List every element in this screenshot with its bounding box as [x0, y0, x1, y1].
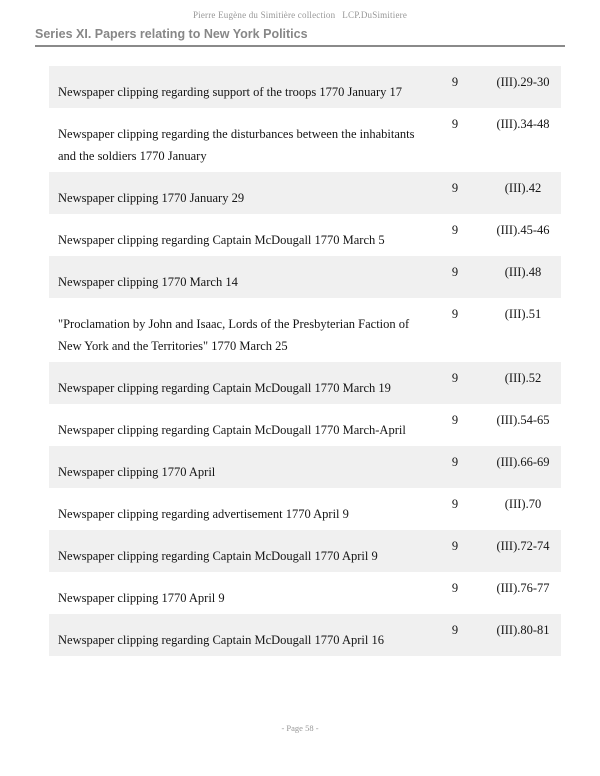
table-row [49, 446, 561, 488]
item-box-number: 9 [451, 75, 459, 89]
item-box-number: 9 [451, 455, 459, 469]
page-number: - Page 58 - [281, 723, 319, 733]
item-reference: (III).80-81 [496, 623, 550, 637]
table-row [49, 362, 561, 404]
item-reference: (III).45-46 [496, 223, 550, 237]
item-reference: (III).51 [504, 307, 542, 321]
item-title: Newspaper clipping 1770 April 9 [58, 591, 225, 605]
item-box-number: 9 [451, 181, 459, 195]
item-reference: (III).34-48 [496, 117, 550, 131]
item-title: Newspaper clipping regarding support of the troops 1770 January 17 [58, 85, 403, 99]
table-row [49, 530, 561, 572]
item-title: Newspaper clipping 1770 January 29 [58, 191, 245, 205]
series-title: Series XI. Papers relating to New York Politics [35, 27, 308, 41]
table-row [49, 404, 561, 446]
item-reference: (III).29-30 [496, 75, 550, 89]
item-title: Newspaper clipping regarding Captain McDougall 1770 April 9 [58, 549, 378, 563]
item-reference: (III).52 [504, 371, 542, 385]
table-row [49, 172, 561, 214]
table-row [49, 108, 561, 172]
header-rule [35, 45, 565, 47]
item-title: Newspaper clipping regarding Captain McDougall 1770 March 5 [58, 233, 385, 247]
document-header [0, 10, 600, 20]
item-box-number: 9 [451, 307, 459, 321]
item-title: Newspaper clipping 1770 April [58, 465, 216, 479]
table-row [49, 214, 561, 256]
item-title: Newspaper clipping regarding advertisement 1770 April 9 [58, 507, 349, 521]
item-box-number: 9 [451, 117, 459, 131]
item-box-number: 9 [451, 223, 459, 237]
item-box-number: 9 [451, 581, 459, 595]
item-reference: (III).48 [504, 265, 542, 279]
item-reference: (III).72-74 [496, 539, 550, 553]
item-title: Newspaper clipping regarding the disturbances between the inhabitants and the soldiers 1770 January [58, 127, 415, 163]
table-row [49, 488, 561, 530]
table-row [49, 256, 561, 298]
collection-title: Pierre Eugène du Simitière collection [192, 10, 336, 20]
item-box-number: 9 [451, 413, 459, 427]
item-title: Newspaper clipping regarding Captain McDougall 1770 April 16 [58, 633, 384, 647]
item-box-number: 9 [451, 497, 459, 511]
item-reference: (III).76-77 [496, 581, 550, 595]
item-box-number: 9 [451, 371, 459, 385]
item-reference: (III).54-65 [496, 413, 550, 427]
item-reference: (III).70 [504, 497, 542, 511]
item-title: "Proclamation by John and Isaac, Lords of the Presbyterian Faction of New York and the Territories" 1770 March 25 [58, 317, 410, 353]
item-reference: (III).42 [504, 181, 542, 195]
collection-call-number: LCP.DuSimitiere [342, 10, 408, 20]
item-title: Newspaper clipping regarding Captain McDougall 1770 March-April [58, 423, 406, 437]
item-reference: (III).66-69 [496, 455, 550, 469]
table-row [49, 614, 561, 656]
table-row [49, 66, 561, 108]
table-row [49, 298, 561, 362]
item-title: Newspaper clipping regarding Captain McDougall 1770 March 19 [58, 381, 391, 395]
item-title: Newspaper clipping 1770 March 14 [58, 275, 238, 289]
items-table [49, 66, 561, 656]
table-row [49, 572, 561, 614]
item-box-number: 9 [451, 265, 459, 279]
item-box-number: 9 [451, 623, 459, 637]
item-box-number: 9 [451, 539, 459, 553]
